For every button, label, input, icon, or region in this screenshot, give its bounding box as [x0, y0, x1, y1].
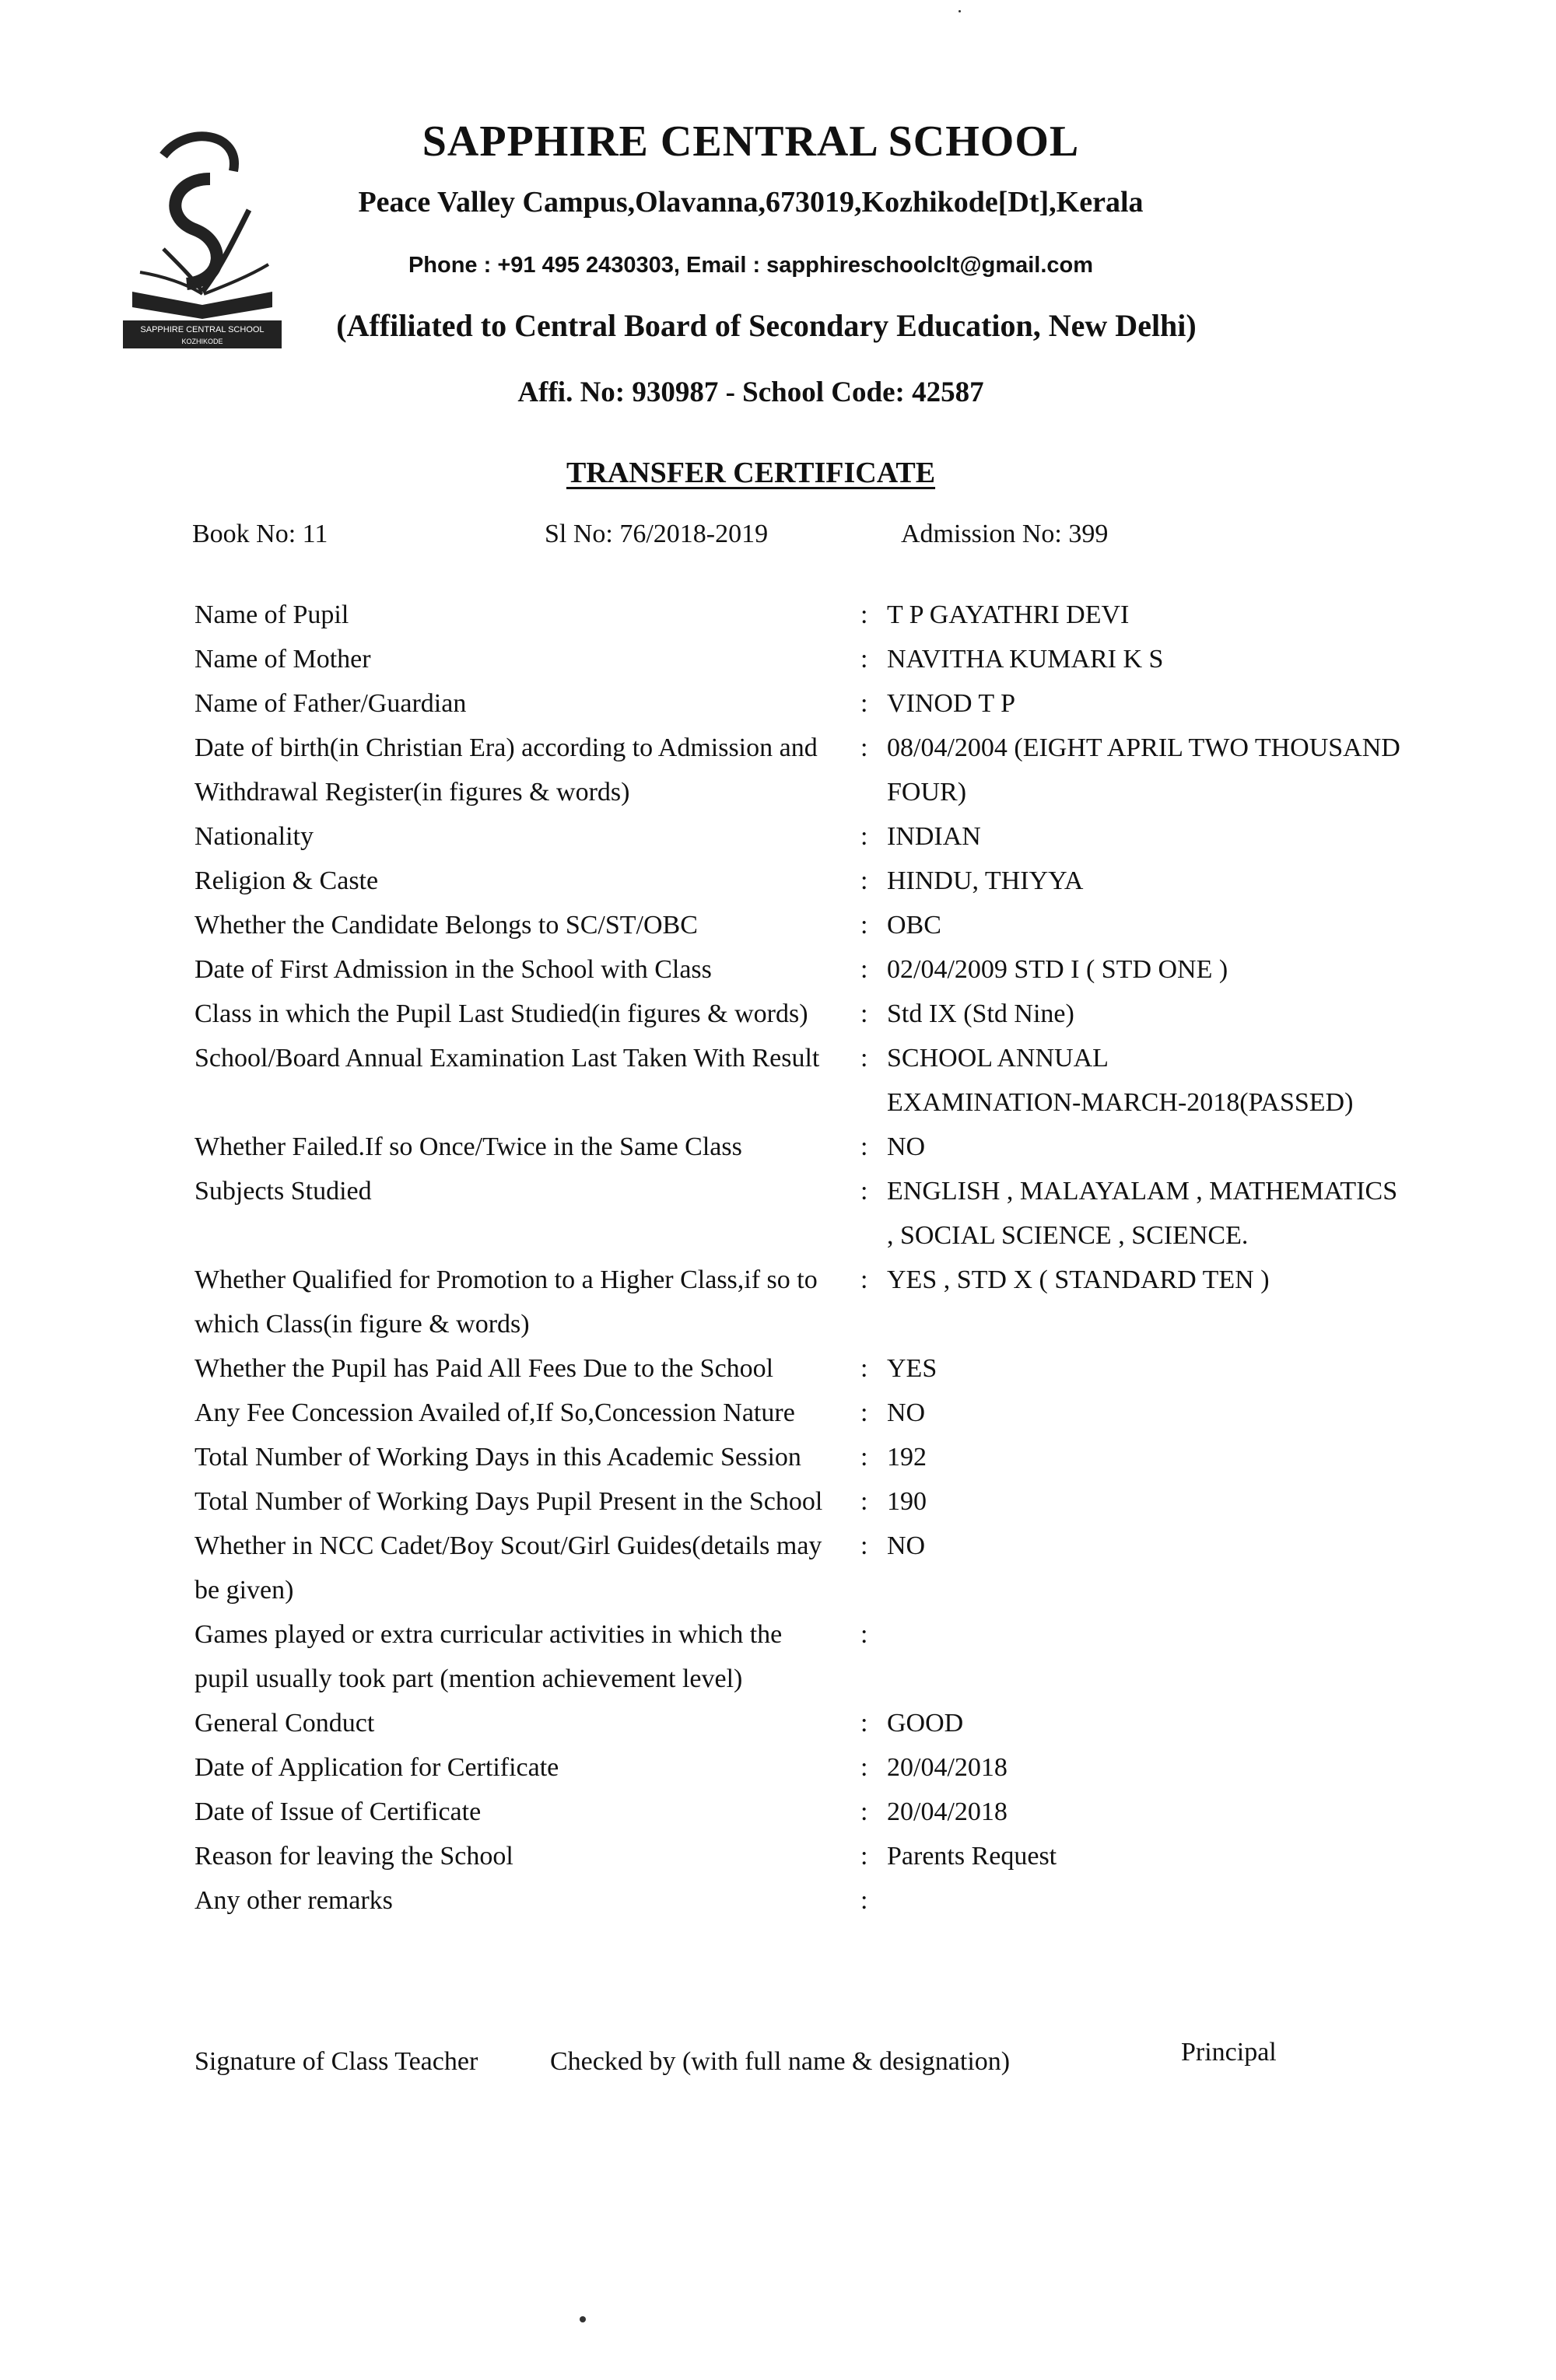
field-value: NO: [887, 1132, 926, 1161]
field-colon: :: [860, 1709, 868, 1738]
field-colon: :: [860, 866, 868, 895]
field-colon: :: [860, 1354, 868, 1383]
field-value: 02/04/2009 STD I ( STD ONE ): [887, 955, 1228, 984]
field-label: Whether Qualified for Promotion to a Higher Class,if so to: [194, 1265, 818, 1294]
field-label: Games played or extra curricular activities in which the: [194, 1620, 783, 1649]
field-label: Whether Failed.If so Once/Twice in the Same Class: [194, 1132, 742, 1161]
field-value: ENGLISH , MALAYALAM , MATHEMATICS: [887, 1177, 1398, 1206]
field-label: Any other remarks: [194, 1886, 393, 1915]
school-name: SAPPHIRE CENTRAL SCHOOL: [422, 117, 1080, 166]
book-number: Book No: 11: [192, 520, 328, 548]
principal-signature-label: Principal: [1181, 2038, 1277, 2067]
scan-speck: [580, 2316, 586, 2322]
field-value: SCHOOL ANNUAL: [887, 1044, 1109, 1073]
field-value: OBC: [887, 911, 941, 940]
field-colon: :: [860, 1842, 868, 1871]
field-colon: :: [860, 645, 868, 674]
field-colon: :: [860, 1044, 868, 1073]
serial-number: Sl No: 76/2018-2019: [545, 520, 769, 548]
school-affiliation: (Affiliated to Central Board of Secondary Education, New Delhi): [336, 308, 1197, 343]
field-colon: :: [860, 911, 868, 940]
field-colon: :: [860, 600, 868, 629]
field-value: 20/04/2018: [887, 1753, 1008, 1782]
checked-by-label: Checked by (with full name & designation): [550, 2047, 1011, 2076]
field-label: Subjects Studied: [194, 1177, 372, 1206]
svg-text:SAPPHIRE CENTRAL SCHOOL: SAPPHIRE CENTRAL SCHOOL: [140, 325, 265, 334]
field-label: Date of Issue of Certificate: [194, 1797, 482, 1826]
field-value: GOOD: [887, 1709, 964, 1738]
field-value: T P GAYATHRI DEVI: [887, 600, 1130, 629]
field-colon: :: [860, 1265, 868, 1294]
field-value: 20/04/2018: [887, 1797, 1008, 1826]
field-value-continued: EXAMINATION-MARCH-2018(PASSED): [887, 1088, 1354, 1117]
field-value: YES: [887, 1354, 937, 1383]
field-label: Name of Mother: [194, 645, 371, 674]
field-label: Date of First Admission in the School with Class: [194, 955, 712, 984]
field-value: HINDU, THIYYA: [887, 866, 1084, 895]
field-label: Name of Pupil: [194, 600, 349, 629]
field-colon: :: [860, 1886, 868, 1915]
field-value: Std IX (Std Nine): [887, 999, 1074, 1028]
field-colon: :: [860, 822, 868, 851]
field-colon: :: [860, 1753, 868, 1782]
field-colon: :: [860, 955, 868, 984]
field-colon: :: [860, 1443, 868, 1472]
field-label: Class in which the Pupil Last Studied(in figures & words): [194, 999, 808, 1028]
svg-text:KOZHIKODE: KOZHIKODE: [181, 338, 223, 345]
field-value-continued: FOUR): [887, 778, 967, 807]
field-colon: :: [860, 1797, 868, 1826]
field-label: Total Number of Working Days Pupil Present in the School: [194, 1487, 823, 1516]
field-label: Date of birth(in Christian Era) according to Admission and: [194, 733, 818, 762]
school-codes: Affi. No: 930987 - School Code: 42587: [517, 376, 984, 408]
school-contact: Phone : +91 495 2430303, Email : sapphireschoolclt@gmail.com: [408, 253, 1094, 278]
field-label: Name of Father/Guardian: [194, 689, 467, 718]
field-label: Any Fee Concession Availed of,If So,Concession Nature: [194, 1398, 795, 1427]
field-value: YES , STD X ( STANDARD TEN ): [887, 1265, 1270, 1294]
field-value: 08/04/2004 (EIGHT APRIL TWO THOUSAND: [887, 733, 1400, 762]
field-value: VINOD T P: [887, 689, 1015, 718]
field-label: Religion & Caste: [194, 866, 379, 895]
field-colon: :: [860, 999, 868, 1028]
field-label-continued: pupil usually took part (mention achievement level): [194, 1664, 743, 1693]
field-colon: :: [860, 1620, 868, 1649]
field-colon: :: [860, 733, 868, 762]
field-value: NAVITHA KUMARI K S: [887, 645, 1164, 674]
field-value: Parents Request: [887, 1842, 1057, 1871]
field-label-continued: be given): [194, 1576, 294, 1605]
field-label-continued: Withdrawal Register(in figures & words): [194, 778, 630, 807]
field-value-continued: , SOCIAL SCIENCE , SCIENCE.: [887, 1221, 1249, 1250]
field-colon: :: [860, 1487, 868, 1516]
field-value: 192: [887, 1443, 927, 1472]
field-label: General Conduct: [194, 1709, 375, 1738]
certificate-title: TRANSFER CERTIFICATE: [566, 457, 936, 489]
field-label-continued: which Class(in figure & words): [194, 1310, 530, 1339]
field-label: Reason for leaving the School: [194, 1842, 513, 1871]
field-label: School/Board Annual Examination Last Taken With Result: [194, 1044, 820, 1073]
class-teacher-signature-label: Signature of Class Teacher: [194, 2047, 478, 2076]
field-colon: :: [860, 1177, 868, 1206]
field-label: Whether the Candidate Belongs to SC/ST/OBC: [194, 911, 698, 940]
field-label: Nationality: [194, 822, 314, 851]
field-value: INDIAN: [887, 822, 981, 851]
field-value: NO: [887, 1531, 926, 1560]
field-label: Total Number of Working Days in this Academic Session: [194, 1443, 801, 1472]
field-label: Whether in NCC Cadet/Boy Scout/Girl Guides(details may: [194, 1531, 822, 1560]
field-value: NO: [887, 1398, 926, 1427]
field-colon: :: [860, 1531, 868, 1560]
admission-number: Admission No: 399: [901, 520, 1109, 548]
scan-speck: [958, 10, 961, 12]
field-colon: :: [860, 689, 868, 718]
field-value: 190: [887, 1487, 927, 1516]
field-colon: :: [860, 1398, 868, 1427]
field-label: Date of Application for Certificate: [194, 1753, 559, 1782]
field-label: Whether the Pupil has Paid All Fees Due to the School: [194, 1354, 774, 1383]
school-address: Peace Valley Campus,Olavanna,673019,Kozhikode[Dt],Kerala: [358, 186, 1144, 219]
field-colon: :: [860, 1132, 868, 1161]
